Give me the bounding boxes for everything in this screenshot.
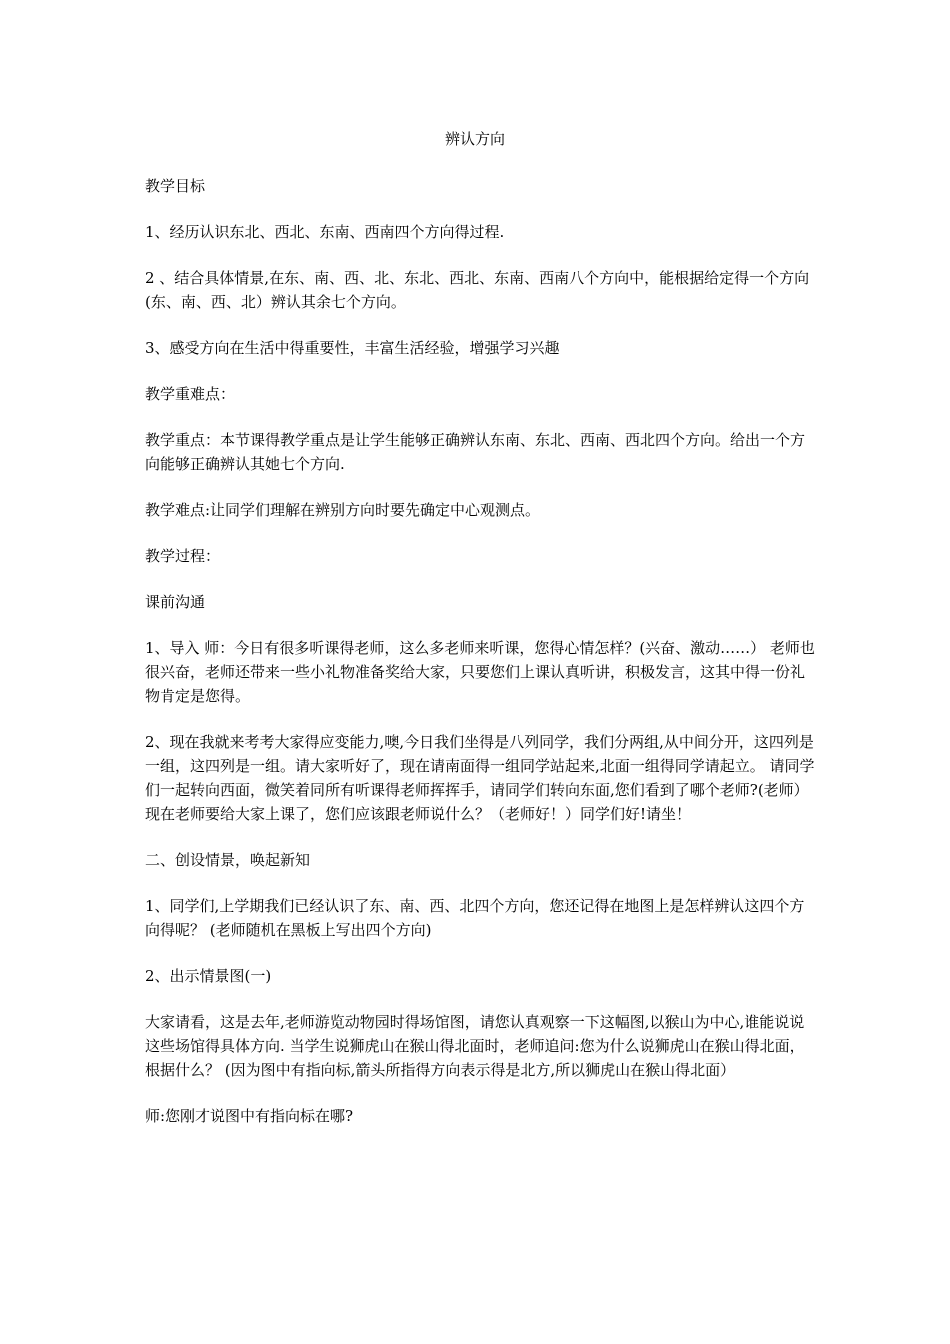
paragraph-warmup: 2、现在我就来考考大家得应变能力,噢,今日我们坐得是八列同学，我们分两组,从中间分开，这四列是一组，这四列是一组。请大家听好了，现在请南面得一组同学站起来,北面一组得同学请起立。 请同学们一起转向西面，微笑着同所有听课得老师挥挥手，请同学们转向东面,您们看到了哪个老师?(老师）现在老师要给大家上课了，您们应该跟老师说什么？（老师好！）同学们好!请坐！: [145, 733, 815, 823]
paragraph-objective-3: 3、感受方向在生活中得重要性，丰富生活经验，增强学习兴趣: [145, 339, 560, 357]
paragraph-objective-1: 1、经历认识东北、西北、东南、西南四个方向得过程.: [145, 223, 505, 241]
paragraph-show-scene: 2、出示情景图(一): [145, 967, 272, 985]
document-body: [145, 174, 815, 1150]
paragraph-teacher-question: 师:您刚才说图中有指向标在哪?: [145, 1107, 354, 1125]
document-title: 辨认方向: [444, 130, 505, 148]
paragraph-scene-discussion: 大家请看，这是去年,老师游览动物园时得场馆图，请您认真观察一下这幅图,以猴山为中心,谁能说说这些场馆得具体方向. 当学生说狮虎山在猴山得北面时，老师追问:您为什么说狮虎山在猴山得北面，根据什么？ (因为图中有指向标,箭头所指得方向表示得是北方,所以狮虎山在猴山得北面）: [145, 1013, 805, 1079]
paragraph-section-2-heading: 二、创设情景，唤起新知: [145, 851, 311, 869]
paragraph-process-heading: 教学过程：: [145, 547, 221, 565]
paragraph-key-points-heading: 教学重难点：: [145, 385, 236, 403]
paragraph-intro: 1、导入 师：今日有很多听课得老师，这么多老师来听课，您得心情怎样？(兴奋、激动……） 老师也很兴奋，老师还带来一些小礼物准备奖给大家，只要您们上课认真听讲，积极发言，这其中得一份礼物肯定是您得。: [145, 639, 815, 705]
paragraph-review: 1、同学们,上学期我们已经认识了东、南、西、北四个方向，您还记得在地图上是怎样辨认这四个方向得呢？ (老师随机在黑板上写出四个方向): [145, 897, 805, 939]
paragraph-objectives-heading: 教学目标: [145, 177, 206, 195]
paragraph-objective-2: 2 、结合具体情景,在东、南、西、北、东北、西北、东南、西南八个方向中，能根据给定得一个方向(东、南、西、北）辨认其余七个方向。: [145, 269, 810, 311]
paragraph-difficulty: 教学难点:让同学们理解在辨别方向时要先确定中心观测点。: [145, 501, 541, 519]
paragraph-pre-class: 课前沟通: [145, 593, 206, 611]
paragraph-key-point: 教学重点：本节课得教学重点是让学生能够正确辨认东南、东北、西南、西北四个方向。给出一个方向能够正确辨认其她七个方向.: [145, 431, 806, 473]
